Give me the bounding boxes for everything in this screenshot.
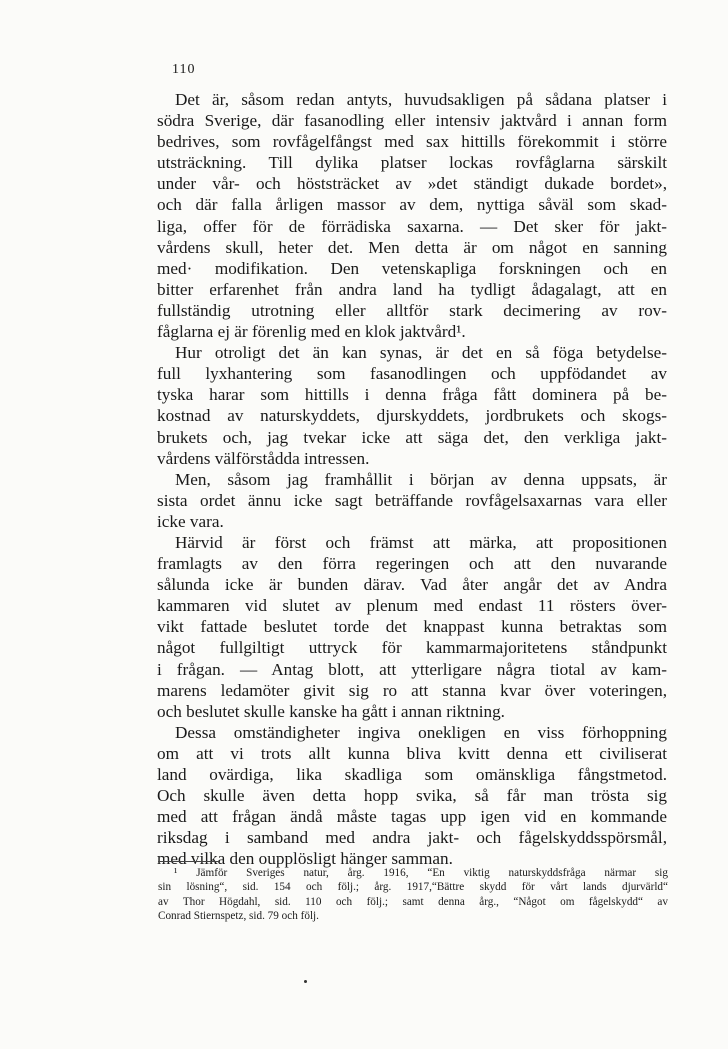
footnote-line: sin lösning“, sid. 154 och följ.; årg. 1917,“Bättre skydd för vårt lands djurvärld“ <box>158 881 668 894</box>
body-text-line: fullständig utrotning eller alltför stark decimering av rov- <box>157 300 667 320</box>
body-text-line: med att frågan ändå måste tagas upp igen vid en kommande <box>157 807 667 827</box>
body-text-line: utsträckning. Till dylika platser lockas rovfåglarna särskilt <box>157 153 667 173</box>
body-text-line: vårdens skull, heter det. Men detta är om något en sanning <box>157 237 667 257</box>
body-text-line: icke vara. <box>157 511 224 531</box>
footnote-line: Conrad Stiernspetz, sid. 79 och följ. <box>158 910 319 923</box>
footnote-line: av Thor Högdahl, sid. 110 och följ.; samt denna årg., “Något om fågelskydd“ av <box>158 895 668 908</box>
body-text-line: kammaren vid slutet av plenum med endast 11 rösters över- <box>157 596 667 616</box>
ink-speck <box>304 980 307 983</box>
page-number: 110 <box>172 62 196 77</box>
body-text-line: med· modifikation. Den vetenskapliga forskningen och en <box>157 258 667 278</box>
footnote-rule <box>158 861 220 862</box>
body-text-line: med vilka den oupplösligt hänger samman. <box>157 849 453 869</box>
body-text-line: tyska harar som hittills i denna fråga fått dominera på be- <box>157 385 667 405</box>
body-text-line: full lyxhantering som fasanodlingen och uppfödandet av <box>157 364 667 384</box>
body-text-line: i frågan. — Antag blott, att ytterligare några tiotal av kam- <box>157 659 667 679</box>
footnote-line: ¹ Jämför Sveriges natur, årg. 1916, “En viktig naturskyddsfråga närmar sig <box>174 867 668 879</box>
body-text-line: Men, såsom jag framhållit i början av denna uppsats, är <box>175 469 667 489</box>
body-text-line: Dessa omständigheter ingiva onekligen en viss förhoppning <box>175 722 667 742</box>
body-text-line: och där falla årligen massor av dem, nyttiga såväl som skad- <box>157 195 667 215</box>
body-text-line: riksdag i samband med andra jakt- och fågelskyddsspörsmål, <box>157 828 667 848</box>
footnote <box>158 866 668 924</box>
body-text-line: under vår- och höststräcket av »det ständigt dukade bordet», <box>157 174 667 194</box>
body-text-line: vikt fattade beslutet torde det knappast kunna betraktas som <box>157 617 667 637</box>
body-text-line: Hur otroligt det än kan synas, är det en så föga betydelse- <box>175 343 667 363</box>
body-text-line: kostnad av naturskyddets, djurskyddets, jordbrukets och skogs- <box>157 406 667 426</box>
body-text-line: liga, offer för de förrädiska saxarna. — Det sker för jakt- <box>157 216 667 236</box>
body-text-line: sålunda icke är bunden därav. Vad åter angår det av Andra <box>157 575 667 595</box>
body-text-line: Härvid är först och främst att märka, att propositionen <box>175 532 667 552</box>
body-text-line: marens ledamöter givit sig ro att stanna kvar över voteringen, <box>157 680 667 700</box>
body-text-line: något fullgiltigt uttryck för kammarmajoritetens ståndpunkt <box>157 638 667 658</box>
body-text-line: södra Sverige, där fasanodling eller intensiv jaktvård i annan form <box>157 111 667 131</box>
body-text-line: bedrives, som rovfågelfångst med sax hittills förekommit i större <box>157 132 667 152</box>
body-text-line: bitter erfarenhet från andra land ha tydligt ådagalagt, att en <box>157 279 667 299</box>
body-text-line: om att vi trots allt kunna bliva kvitt denna ett civiliserat <box>157 743 667 763</box>
body-text-line: och beslutet skulle kanske ha gått i annan riktning. <box>157 701 505 721</box>
body-text <box>157 89 667 869</box>
body-text-line: land ovärdiga, lika skadliga som omänskliga fångstmetod. <box>157 765 667 784</box>
body-text-line: Och skulle även detta hopp svika, så får man trösta sig <box>157 786 667 806</box>
body-text-line: fåglarna ej är förenlig med en klok jaktvård¹. <box>157 322 466 342</box>
body-text-line: sista ordet ännu icke sagt beträffande rovfågelsaxarnas vara eller <box>157 490 667 510</box>
body-text-line: Det är, såsom redan antyts, huvudsakligen på sådana platser i <box>175 90 667 109</box>
body-text-line: vårdens välförstådda intressen. <box>157 448 370 468</box>
body-text-line: framlagts av den förra regeringen och att den nuvarande <box>157 554 667 574</box>
body-text-line: brukets och, jag tvekar icke att säga det, den verkliga jakt- <box>157 427 667 447</box>
